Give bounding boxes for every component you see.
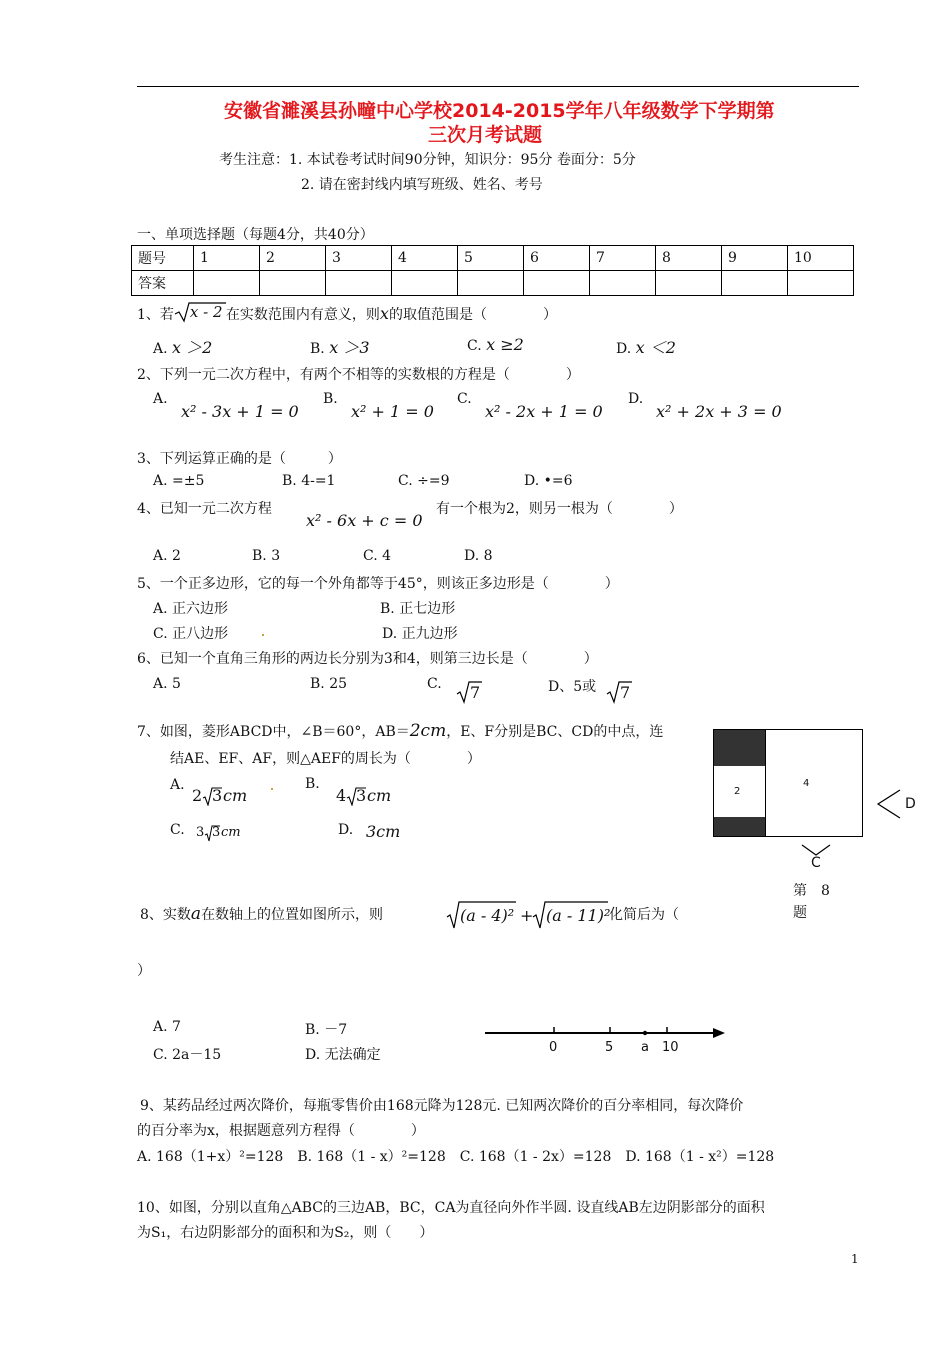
figure-caption-2: 题 bbox=[793, 905, 807, 921]
q2-option-b[interactable]: x² + 1 = 0 bbox=[351, 402, 434, 421]
notice-1: 考生注意：1. 本试卷考试时间90分钟，知识分：95分 卷面分：5分 bbox=[219, 152, 636, 168]
numberline-tick-10: 10 bbox=[662, 1040, 679, 1055]
radicand: 3 bbox=[212, 825, 221, 840]
q5-option-d[interactable]: D. 正九边形 bbox=[382, 626, 458, 642]
q8-option-d[interactable]: D. 无法确定 bbox=[305, 1047, 381, 1063]
q1-option-b[interactable] bbox=[310, 335, 370, 358]
answer-cell[interactable] bbox=[260, 271, 326, 296]
q4-option-a[interactable]: A. 2 bbox=[153, 548, 181, 564]
q4-option-c[interactable]: C. 4 bbox=[363, 548, 392, 564]
unit: cm bbox=[367, 786, 392, 805]
numberline-tick-0: 0 bbox=[549, 1040, 558, 1055]
chevron-left-icon bbox=[876, 788, 902, 820]
table-cell: 4 bbox=[392, 246, 458, 271]
q1-mid: 在实数范围内有意义，则 bbox=[225, 307, 380, 323]
answer-table bbox=[131, 245, 854, 296]
q7-line1-post: ，E、F分别是BC、CD的中点，连 bbox=[446, 724, 664, 740]
table-cell: 6 bbox=[524, 246, 590, 271]
header-rule bbox=[137, 86, 859, 87]
q9-line-2: 的百分率为x，根据题意列方程得（ ） bbox=[137, 1123, 425, 1139]
q8-pre bbox=[140, 904, 383, 924]
q2-option-c-letter: C. bbox=[457, 391, 472, 407]
answer-cell[interactable] bbox=[788, 271, 854, 296]
q3-option-b[interactable]: B. 4-=1 bbox=[282, 473, 336, 489]
q1-radical bbox=[174, 304, 226, 322]
q7-option-b[interactable] bbox=[336, 786, 396, 808]
q5-option-c[interactable]: C. 正八边形 bbox=[153, 626, 229, 642]
q1-radicand: x - 2 bbox=[189, 303, 223, 321]
q8-plus: + bbox=[520, 906, 534, 925]
q8-pre-text: 8、实数 bbox=[140, 907, 191, 923]
option-letter: A. bbox=[153, 341, 168, 357]
section-heading: 一、单项选择题（每题4分，共40分） bbox=[137, 227, 374, 243]
table-cell: 9 bbox=[722, 246, 788, 271]
figure-label-left: 2 bbox=[734, 786, 741, 797]
option-letter: B. bbox=[310, 341, 325, 357]
figure-label-d: D bbox=[905, 796, 916, 812]
q7-option-a-letter: A. bbox=[170, 777, 185, 793]
q4-pre: 4、已知一元二次方程 bbox=[137, 501, 272, 517]
radicand: 3 bbox=[212, 786, 223, 805]
q8-radicand-2: (a - 11)² bbox=[546, 906, 611, 925]
option-expr: x ＞3 bbox=[329, 338, 370, 357]
q7-line-1 bbox=[137, 721, 663, 741]
q8-option-b[interactable]: B. －7 bbox=[305, 1022, 348, 1038]
q10-line-2: 为S₁，右边阴影部分的面积和为S₂，则（ ） bbox=[137, 1225, 434, 1241]
q6-option-c[interactable] bbox=[456, 680, 482, 704]
option-letter: C. bbox=[467, 338, 482, 354]
answer-table-answer-row bbox=[132, 271, 854, 296]
q8-option-a[interactable]: A. 7 bbox=[153, 1019, 181, 1035]
q7-line1-pre: 7、如图，菱形ABCD中，∠B＝60°，AB＝ bbox=[137, 724, 410, 740]
stray-dot bbox=[262, 634, 264, 636]
table-cell: 3 bbox=[326, 246, 392, 271]
figure-caption: 第 8 bbox=[793, 883, 830, 899]
option-expr: x ＞2 bbox=[172, 338, 213, 357]
q8-mid: 在数轴上的位置如图所示，则 bbox=[201, 907, 384, 923]
answer-cell[interactable] bbox=[458, 271, 524, 296]
table-cell: 10 bbox=[788, 246, 854, 271]
answer-cell[interactable] bbox=[524, 271, 590, 296]
q7-ab-length: 2cm bbox=[409, 721, 447, 741]
q2-option-a[interactable]: x² - 3x + 1 = 0 bbox=[181, 402, 299, 421]
q1-stem bbox=[137, 304, 557, 324]
q7-option-c[interactable] bbox=[196, 824, 246, 844]
q1-post: 的取值范围是（ ） bbox=[388, 307, 557, 323]
table-cell: 题号 bbox=[132, 246, 194, 271]
q5-option-b[interactable]: B. 正七边形 bbox=[380, 601, 456, 617]
q7-option-d[interactable]: 3cm bbox=[366, 822, 401, 841]
numberline-tick-5: 5 bbox=[605, 1040, 614, 1055]
figure-shaded-top bbox=[714, 730, 765, 766]
radicand: 7 bbox=[620, 683, 631, 702]
q3-option-d[interactable]: D. •=6 bbox=[524, 473, 573, 489]
q4-post: 有一个根为2，则另一根为（ ） bbox=[436, 501, 683, 517]
answer-cell[interactable] bbox=[392, 271, 458, 296]
figure-divider bbox=[765, 730, 766, 836]
q2-option-a-letter: A. bbox=[153, 391, 168, 407]
table-cell: 2 bbox=[260, 246, 326, 271]
q4-option-d[interactable]: D. 8 bbox=[464, 548, 493, 564]
q6-stem: 6、已知一个直角三角形的两边长分别为3和4，则第三边长是（ ） bbox=[137, 651, 598, 667]
figure-8 bbox=[713, 729, 863, 837]
q6-option-c-letter: C. bbox=[427, 676, 442, 692]
q8-post: 化简后为（ bbox=[609, 907, 679, 923]
q7-option-b-letter: B. bbox=[305, 776, 320, 792]
q6-option-a[interactable]: A. 5 bbox=[153, 676, 181, 692]
stray-dot bbox=[271, 788, 273, 790]
option-expr: x ＜2 bbox=[635, 338, 676, 357]
table-cell: 1 bbox=[194, 246, 260, 271]
q1-option-c[interactable] bbox=[467, 335, 524, 354]
title-line-2: 三次月考试题 bbox=[428, 124, 543, 146]
page-number: 1 bbox=[851, 1252, 859, 1266]
q8-expression bbox=[446, 900, 612, 930]
q10-line-1: 10、如图，分别以直角△ABC的三边AB，BC，CA为直径向外作半圆. 设直线AB左边阴影部分的面积 bbox=[137, 1200, 765, 1216]
q6-option-b[interactable]: B. 25 bbox=[310, 676, 348, 692]
coef: 3 bbox=[196, 825, 205, 840]
figure-shaded-bottom bbox=[714, 817, 765, 836]
q8-option-c[interactable]: C. 2a－15 bbox=[153, 1047, 222, 1063]
q6-option-d-letter: D、5或 bbox=[548, 679, 597, 695]
figure-label-right: 4 bbox=[803, 778, 810, 789]
q1-var: x bbox=[379, 304, 389, 323]
q2-option-c[interactable]: x² - 2x + 1 = 0 bbox=[485, 402, 603, 421]
q8-var: a bbox=[190, 904, 202, 924]
table-cell: 5 bbox=[458, 246, 524, 271]
table-cell: 7 bbox=[590, 246, 656, 271]
q5-option-a[interactable]: A. 正六边形 bbox=[153, 601, 229, 617]
q8-radicand-1: (a - 4)² bbox=[460, 906, 515, 925]
q2-option-d-letter: D. bbox=[628, 391, 644, 407]
q9-line-1: 9、某药品经过两次降价，每瓶零售价由168元降为128元. 已知两次降价的百分率相同，每次降价 bbox=[140, 1098, 744, 1114]
answer-cell[interactable] bbox=[590, 271, 656, 296]
q1-option-a[interactable] bbox=[153, 335, 212, 358]
q3-stem: 3、下列运算正确的是（ ） bbox=[137, 451, 342, 467]
q1-option-d[interactable] bbox=[616, 335, 676, 358]
q4-option-b[interactable]: B. 3 bbox=[252, 548, 281, 564]
q7-line-2: 结AE、EF、AF，则△AEF的周长为（ ） bbox=[170, 751, 481, 767]
q8-close: ） bbox=[137, 963, 151, 979]
notice-2: 2. 请在密封线内填写班级、姓名、考号 bbox=[301, 177, 543, 193]
q2-option-d[interactable]: x² + 2x + 3 = 0 bbox=[656, 402, 782, 421]
coef: 2 bbox=[192, 786, 203, 805]
q1-pre: 1、若 bbox=[137, 307, 174, 323]
answer-cell[interactable] bbox=[194, 271, 260, 296]
q7-option-a[interactable] bbox=[192, 786, 252, 808]
q2-option-b-letter: B. bbox=[323, 391, 338, 407]
unit: cm bbox=[221, 825, 241, 840]
table-cell: 答案 bbox=[132, 271, 194, 296]
numberline-tick-a: a bbox=[641, 1040, 649, 1055]
radicand: 3 bbox=[356, 786, 367, 805]
q7-option-c-letter: C. bbox=[170, 822, 185, 838]
q4-equation: x² - 6x + c = 0 bbox=[306, 511, 423, 530]
q2-stem: 2、下列一元二次方程中，有两个不相等的实数根的方程是（ ） bbox=[137, 367, 580, 383]
radicand: 7 bbox=[470, 683, 481, 702]
q6-option-d[interactable] bbox=[606, 680, 632, 704]
table-cell: 8 bbox=[656, 246, 722, 271]
title-line-1: 安徽省濉溪县孙疃中心学校2014-2015学年八年级数学下学期第 bbox=[224, 100, 775, 122]
q3-option-a[interactable]: A. =±5 bbox=[153, 473, 205, 489]
figure-label-c: C bbox=[811, 855, 821, 871]
answer-cell[interactable] bbox=[722, 271, 788, 296]
answer-table-header-row bbox=[132, 246, 854, 271]
answer-cell[interactable] bbox=[656, 271, 722, 296]
coef: 4 bbox=[336, 786, 347, 805]
unit: cm bbox=[223, 786, 248, 805]
q3-option-c[interactable]: C. ÷=9 bbox=[398, 473, 450, 489]
q5-stem: 5、一个正多边形，它的每一个外角都等于45°，则该正多边形是（ ） bbox=[137, 576, 619, 592]
q9-options[interactable]: A. 168（1+x）²=128 B. 168（1 - x）²=128 C. 168（1 - 2x）=128 D. 168（1 - x²）=128 bbox=[137, 1149, 775, 1165]
option-letter: D. bbox=[616, 341, 632, 357]
option-expr: x ≥2 bbox=[486, 335, 524, 354]
answer-cell[interactable] bbox=[326, 271, 392, 296]
q7-option-d-letter: D. bbox=[338, 822, 354, 838]
